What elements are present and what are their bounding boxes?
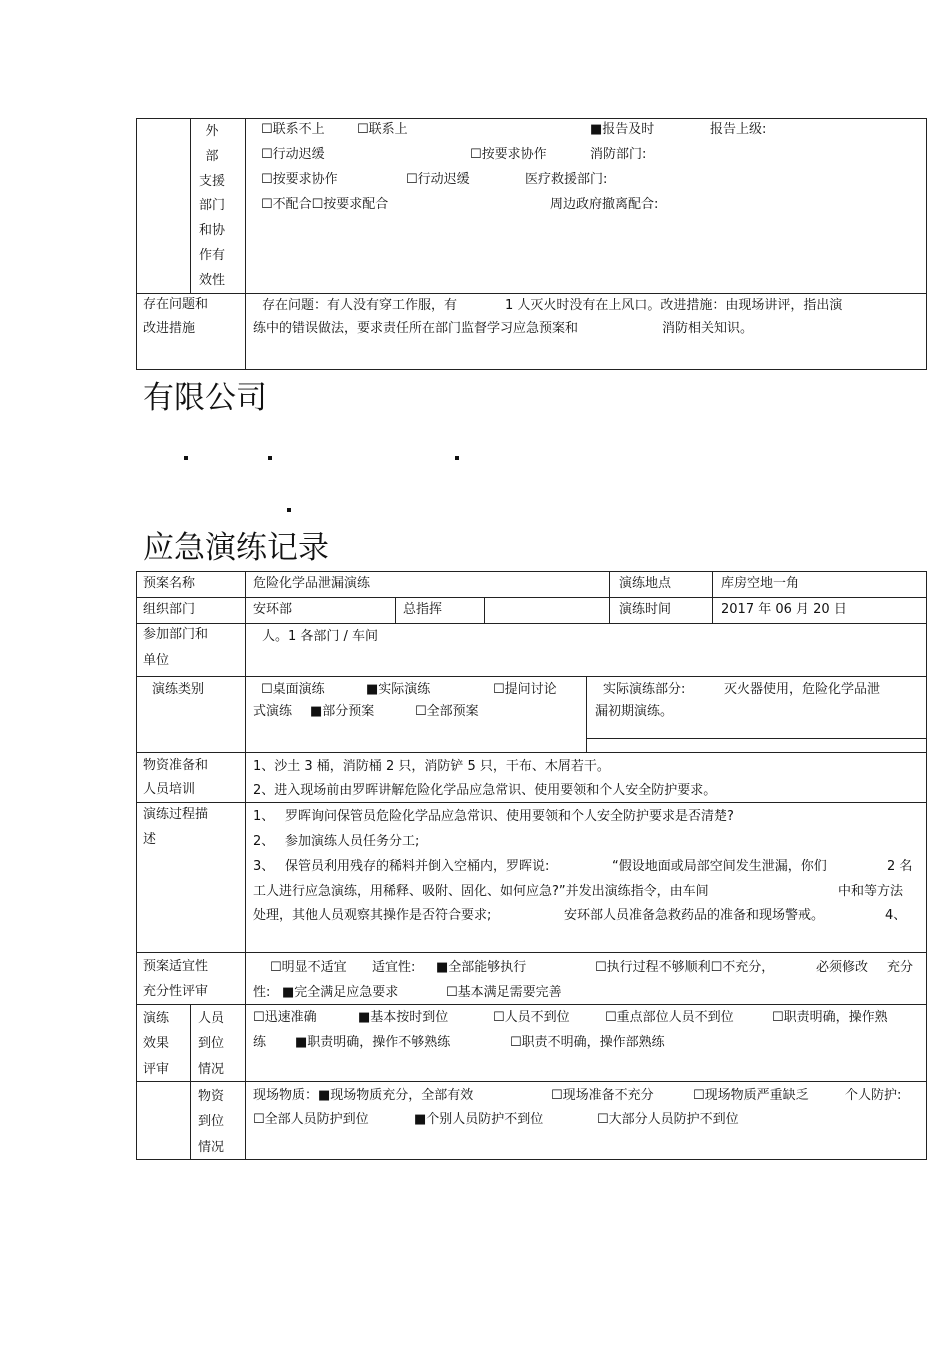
option-text: ☐全部预案: [415, 704, 479, 719]
form-col-line: [395, 597, 396, 624]
form-col-line: [586, 676, 587, 753]
materials-text: 1、沙土 3 桶，消防桶 2 只，消防铲 5 只，干布、木屑若干。: [253, 759, 610, 774]
option-text: ☐全部人员防护到位: [253, 1112, 369, 1127]
option-text: ☐不配合☐按要求配合: [261, 197, 389, 212]
plan-name-label: 预案名称: [143, 576, 196, 591]
option-text: ☐人员不到位: [493, 1010, 570, 1025]
option-text: 充分: [887, 960, 914, 975]
option-text: ☐提问讨论: [493, 682, 557, 697]
option-text: ☐行动迟缓: [261, 147, 325, 162]
option-text: ■个别人员防护不到位: [414, 1112, 544, 1127]
company-name: 有限公司: [143, 380, 267, 416]
label-line: 外: [205, 124, 219, 139]
process-text: 保管员利用残存的稀料并倒入空桶内，罗晖说:: [285, 859, 550, 874]
top-table-border-top: [136, 118, 927, 119]
label-line: 情况: [198, 1139, 225, 1155]
time-value: 2017 年 06 月 20 日: [721, 602, 847, 617]
materials-text: 2、进入现场前由罗晖讲解危险化学品应急常识、使用要领和个人安全防护要求。: [253, 783, 717, 798]
option-text: ☐桌面演练: [261, 682, 325, 697]
option-text: 现场物质：■现场物质充分，全部有效: [253, 1088, 474, 1103]
actual-part-text: 实际演练部分:: [603, 682, 686, 697]
process-text: 工人进行应急演练，用稀释、吸附、固化、如何应急?”并发出演练指令，由车间: [253, 884, 709, 899]
option-text: ■职责明确，操作不够熟练: [295, 1035, 451, 1050]
label-line: 评审: [143, 1061, 170, 1077]
option-text: 报告上级:: [710, 122, 767, 137]
process-label: 演练过程描: [143, 807, 209, 822]
option-text: ☐按要求协作: [261, 172, 338, 187]
option-text: ■报告及时: [590, 122, 655, 137]
materials-label: 人员培训: [143, 782, 196, 797]
process-label: 述: [143, 832, 157, 847]
option-text: ■实际演练: [366, 682, 431, 697]
top-table-col-divider: [245, 118, 246, 370]
option-text: ■完全满足应急要求: [282, 985, 399, 1000]
option-text: 医疗救援部门:: [525, 172, 608, 187]
option-text: ☐联系上: [357, 122, 408, 137]
option-text: ☐现场准备不充分: [551, 1088, 654, 1103]
record-title: 应急演练记录: [143, 530, 329, 566]
label-line: 情况: [198, 1061, 225, 1077]
option-text: 适宜性:: [372, 960, 416, 975]
option-text: ☐执行过程不够顺利☐不充分，: [595, 960, 775, 975]
ext-support-label: [197, 120, 227, 294]
form-row-line: [136, 1081, 927, 1082]
materials-label: 物资准备和: [143, 758, 209, 773]
form-row-line: [136, 752, 927, 753]
form-col-line: [484, 597, 485, 624]
option-text: ■全部能够执行: [436, 960, 527, 975]
process-text: 参加演练人员任务分工;: [285, 834, 420, 849]
issues-text: 存在问题：有人没有穿工作服，有: [262, 298, 458, 313]
option-text: ☐联系不上: [261, 122, 325, 137]
actual-part-text: 灭火器使用，危险化学品泄: [724, 682, 881, 697]
label-line: 部门: [198, 198, 225, 214]
label-line: 效性: [198, 272, 225, 288]
top-table-border-right: [926, 118, 927, 370]
option-text: ☐重点部位人员不到位: [605, 1010, 734, 1025]
label-line: 演练: [143, 1011, 170, 1026]
process-text: 4、: [885, 908, 907, 923]
option-text: ■部分预案: [310, 704, 375, 719]
form-col-line: [245, 571, 246, 1160]
label-line: 部: [205, 148, 219, 164]
commander-label: 总指挥: [403, 602, 443, 617]
form-row-line: [136, 676, 927, 677]
option-text: ☐基本满足需要完善: [446, 985, 562, 1000]
participants-label: 单位: [143, 653, 170, 668]
process-text: 2、: [253, 834, 275, 849]
label-line: 到位: [198, 1036, 225, 1052]
form-row-line: [136, 952, 927, 953]
option-text: ☐职责明确，操作熟: [772, 1010, 888, 1025]
form-col-line: [609, 571, 610, 624]
option-text: ☐行动迟缓: [406, 172, 470, 187]
process-text: 2 名: [887, 859, 913, 874]
top-table-border-left: [136, 118, 137, 370]
form-col-line: [712, 571, 713, 624]
decorative-dot: [184, 456, 188, 460]
process-text: “假设地面或局部空间发生泄漏，你们: [612, 859, 827, 874]
issues-text: 练中的错误做法，要求责任所在部门监督学习应急预案和: [253, 321, 579, 336]
label-line: 效果: [143, 1036, 170, 1052]
option-text: 周边政府撤离配合:: [550, 197, 659, 212]
form-border-right: [926, 571, 927, 1160]
decorative-dot: [268, 456, 272, 460]
label-line: 和协: [198, 223, 225, 239]
label-line: 到位: [198, 1114, 225, 1130]
process-text: 处理，其他人员观察其操作是否符合要求;: [253, 908, 492, 923]
location-label: 演练地点: [619, 576, 672, 591]
option-text: ☐大部分人员防护不到位: [597, 1112, 739, 1127]
actual-part-text: 漏初期演练。: [595, 704, 674, 719]
decorative-dot: [455, 456, 459, 460]
issues-label: 存在问题和: [143, 297, 209, 312]
suitability-label: 预案适宜性: [143, 959, 209, 974]
option-text: 性:: [253, 985, 271, 1000]
process-text: 罗晖询问保管员危险化学品应急常识、使用要领和个人安全防护要求是否清楚?: [285, 809, 734, 824]
process-text: 安环部人员准备急救药品的准备和现场警戒。: [564, 908, 825, 923]
issues-text: 1 人灭火时没有在上风口。改进措施：由现场讲评，指出演: [505, 298, 843, 313]
top-table-border-bottom: [136, 369, 927, 370]
process-text: 1、: [253, 809, 275, 824]
effect-label: [143, 1006, 169, 1082]
label-line: 物资: [198, 1089, 225, 1104]
label-line: 支援: [198, 173, 225, 189]
type-label: 演练类别: [152, 682, 205, 697]
form-border-bottom: [136, 1159, 927, 1160]
process-text: 中和等方法: [838, 884, 904, 899]
option-text: 式演练: [253, 704, 293, 719]
option-text: ☐迅速准确: [253, 1010, 317, 1025]
suitability-label: 充分性评审: [143, 984, 209, 999]
option-text: 个人防护:: [845, 1088, 902, 1103]
form-col-line: [190, 1004, 191, 1160]
form-border-left: [136, 571, 137, 1160]
option-text: ☐现场物质严重缺乏: [693, 1088, 809, 1103]
staff-label: [198, 1006, 224, 1082]
label-line: 作有: [198, 247, 225, 263]
option-text: ☐明显不适宜: [270, 960, 347, 975]
participants-label: 参加部门和: [143, 627, 209, 642]
org-value: 安环部: [253, 602, 293, 617]
decorative-dot: [287, 508, 291, 512]
location-value: 库房空地一角: [721, 576, 800, 591]
label-line: 人员: [198, 1011, 225, 1026]
option-text: ■基本按时到位: [358, 1010, 449, 1025]
issues-label: 改进措施: [143, 321, 196, 336]
issues-text: 消防相关知识。: [662, 321, 754, 336]
top-table-col-divider: [190, 118, 191, 294]
participants-value: 人。1 各部门 / 车间: [262, 629, 379, 644]
org-label: 组织部门: [143, 602, 196, 617]
option-text: 消防部门:: [590, 147, 647, 162]
form-row-line: [136, 623, 927, 624]
option-text: 必须修改: [816, 960, 869, 975]
process-text: 3、: [253, 859, 275, 874]
supply-label: [198, 1084, 224, 1160]
time-label: 演练时间: [619, 602, 672, 617]
plan-name-value: 危险化学品泄漏演练: [253, 576, 371, 591]
option-text: 练: [253, 1035, 267, 1050]
option-text: ☐职责不明确，操作部熟练: [510, 1035, 665, 1050]
form-sub-line: [586, 738, 927, 739]
option-text: ☐按要求协作: [470, 147, 547, 162]
